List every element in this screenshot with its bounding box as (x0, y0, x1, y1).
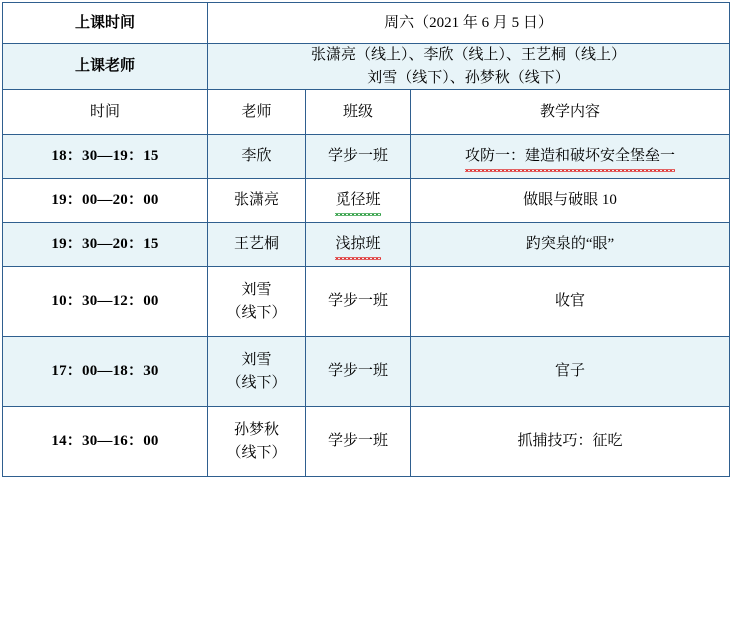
cell-class (306, 337, 411, 407)
class-time-label: 上课时间 (3, 3, 208, 44)
cell-time: 19：30—20：15 (3, 223, 208, 267)
cell-teacher: 李欣 (208, 135, 306, 179)
cell-content-text: 做眼与破眼 10 (523, 192, 617, 209)
column-header-time: 时间 (3, 90, 208, 135)
cell-teacher (208, 267, 306, 337)
cell-content-text: 攻防一：建造和破坏安全堡垒一 (465, 145, 675, 168)
cell-teacher-name: 刘雪 (241, 352, 272, 368)
cell-content (411, 179, 730, 223)
cell-class-text: 学步一班 (327, 293, 388, 310)
document-page (0, 2, 731, 618)
cell-content (411, 407, 730, 477)
cell-time: 17：00—18：30 (3, 337, 208, 407)
cell-teacher-name: 孙梦秋 (233, 422, 279, 438)
cell-class (306, 179, 411, 223)
cell-class-text: 觅径班 (335, 189, 380, 212)
cell-teacher-mode: （线下） (226, 304, 287, 321)
cell-class-text: 学步一班 (327, 433, 388, 450)
cell-class (306, 267, 411, 337)
cell-time: 10：30—12：00 (3, 267, 208, 337)
cell-content (411, 223, 730, 267)
table-row-column-headers (3, 90, 730, 135)
cell-content (411, 135, 730, 179)
cell-content-text: 趵突泉的“眼” (525, 236, 615, 253)
teachers-label: 上课老师 (3, 44, 208, 90)
table-row (3, 135, 730, 179)
cell-content (411, 267, 730, 337)
cell-class (306, 407, 411, 477)
table-row (3, 407, 730, 477)
cell-teacher-mode: （线下） (226, 374, 287, 391)
column-header-teacher: 老师 (208, 90, 306, 135)
table-row (3, 223, 730, 267)
cell-time: 14：30—16：00 (3, 407, 208, 477)
table-row (3, 267, 730, 337)
cell-content (411, 337, 730, 407)
cell-class-text: 浅掠班 (335, 233, 380, 256)
cell-content-text: 抓捕技巧：征吃 (517, 433, 623, 450)
cell-class-text: 学步一班 (327, 148, 388, 165)
cell-teacher: 张潇亮 (208, 179, 306, 223)
cell-teacher-name: 刘雪 (241, 282, 272, 298)
cell-class (306, 223, 411, 267)
class-time-value: 周六（2021 年 6 月 5 日） (208, 3, 730, 44)
table-row (3, 179, 730, 223)
column-header-content: 教学内容 (411, 90, 730, 135)
table-row-teachers (3, 44, 730, 90)
cell-teacher (208, 337, 306, 407)
cell-content-text: 收官 (555, 293, 586, 310)
cell-time: 19：00—20：00 (3, 179, 208, 223)
cell-class (306, 135, 411, 179)
table-row-class-time (3, 3, 730, 44)
cell-teacher-mode: （线下） (226, 444, 287, 461)
cell-class-text: 学步一班 (327, 363, 388, 380)
cell-content-text: 官子 (555, 363, 586, 380)
cell-teacher (208, 407, 306, 477)
teachers-line-1: 张潇亮（线上）、李欣（线上）、王艺桐（线上） (311, 47, 627, 63)
cell-time: 18：30—19：15 (3, 135, 208, 179)
class-schedule-table (2, 2, 730, 477)
cell-teacher: 王艺桐 (208, 223, 306, 267)
column-header-class: 班级 (306, 90, 411, 135)
teachers-line-2: 刘雪（线下）、孙梦秋（线下） (367, 69, 570, 86)
table-row (3, 337, 730, 407)
teachers-value (208, 44, 730, 90)
